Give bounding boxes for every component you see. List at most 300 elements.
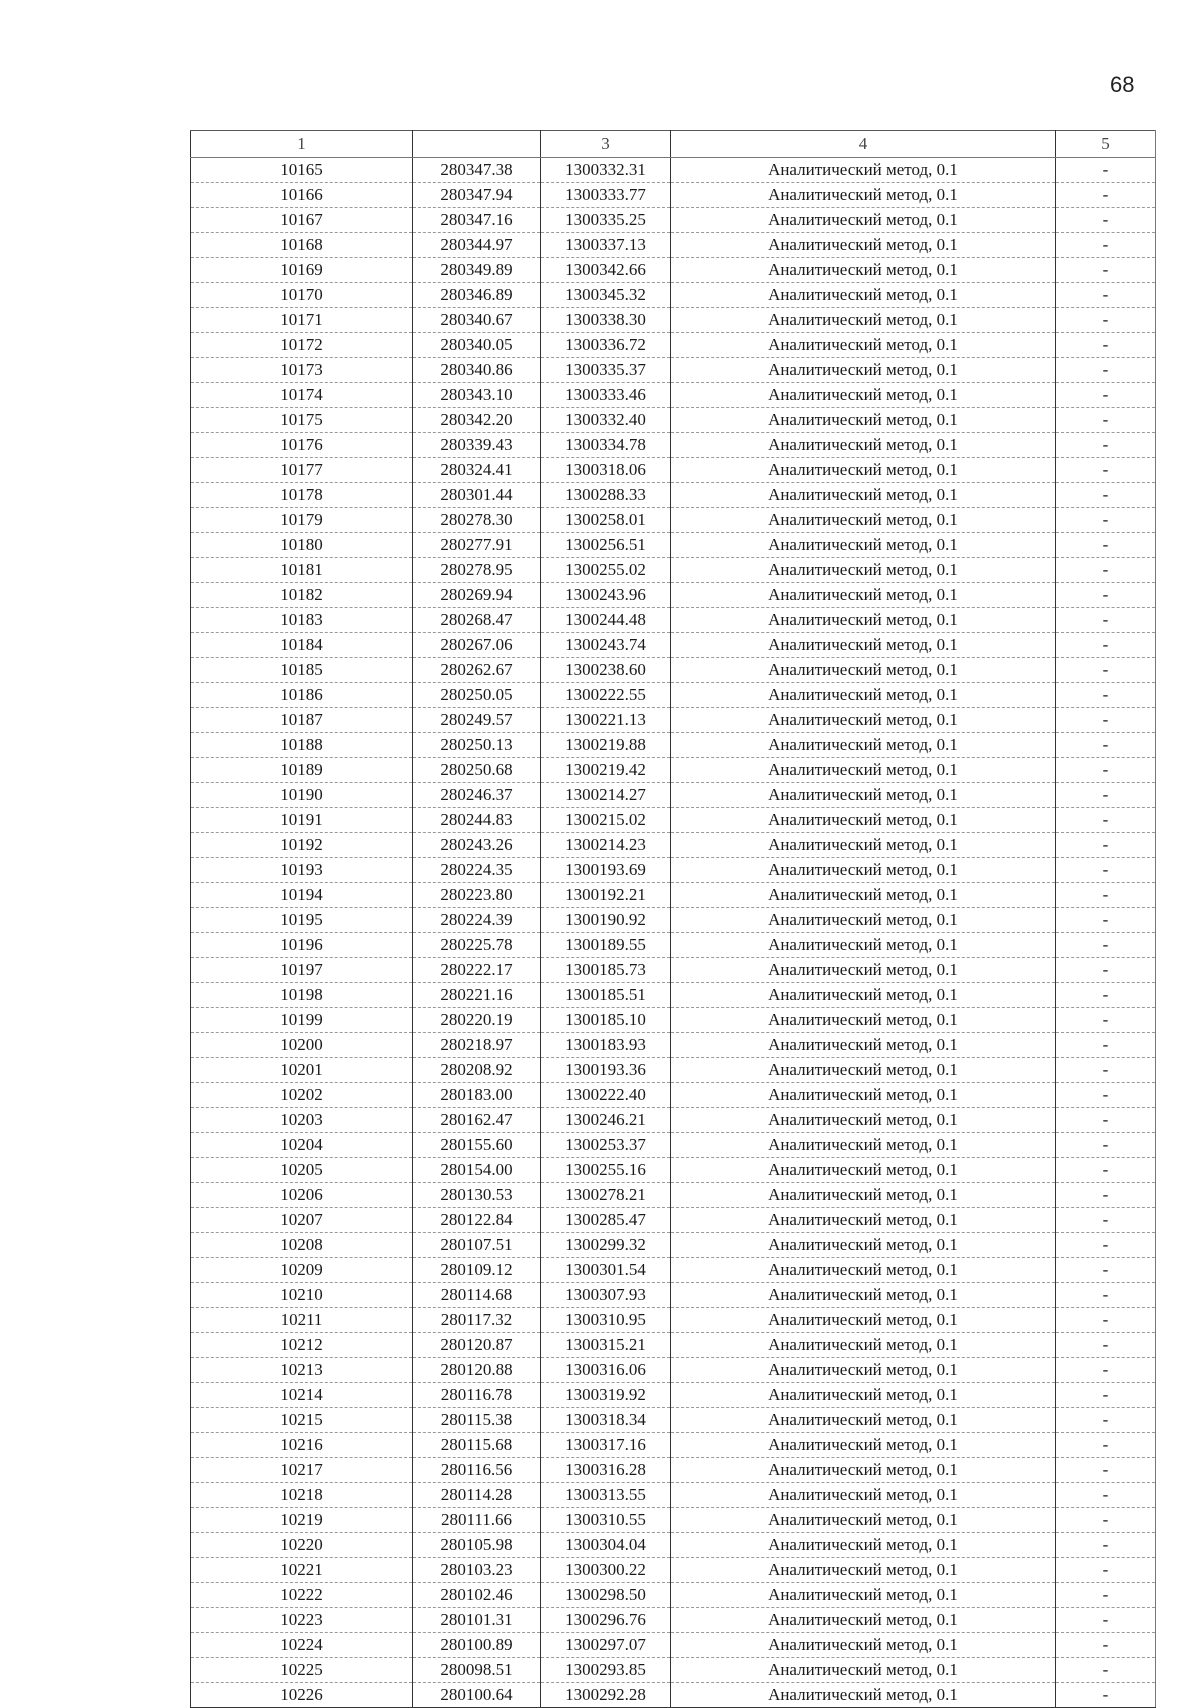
- point-number-cell: 10189: [191, 758, 413, 783]
- dash-cell: -: [1056, 658, 1156, 683]
- dash-cell: -: [1056, 1583, 1156, 1608]
- y-coordinate-cell: 1300244.48: [541, 608, 671, 633]
- x-coordinate-cell: 280347.16: [413, 208, 541, 233]
- dash-cell: -: [1056, 333, 1156, 358]
- table-row: [191, 1308, 1156, 1333]
- table-row: [191, 1108, 1156, 1133]
- method-cell: Аналитический метод, 0.1: [671, 208, 1056, 233]
- point-number-cell: 10183: [191, 608, 413, 633]
- dash-cell: -: [1056, 233, 1156, 258]
- x-coordinate-cell: 280162.47: [413, 1108, 541, 1133]
- y-coordinate-cell: 1300192.21: [541, 883, 671, 908]
- point-number-cell: 10169: [191, 258, 413, 283]
- dash-cell: -: [1056, 1608, 1156, 1633]
- point-number-cell: 10193: [191, 858, 413, 883]
- table-row: [191, 1508, 1156, 1533]
- point-number-cell: 10191: [191, 808, 413, 833]
- header-col-4: 4: [671, 131, 1056, 158]
- table-row: [191, 1433, 1156, 1458]
- y-coordinate-cell: 1300333.46: [541, 383, 671, 408]
- x-coordinate-cell: 280268.47: [413, 608, 541, 633]
- method-cell: Аналитический метод, 0.1: [671, 1158, 1056, 1183]
- x-coordinate-cell: 280344.97: [413, 233, 541, 258]
- table-row: [191, 1208, 1156, 1233]
- table-row: [191, 258, 1156, 283]
- method-cell: Аналитический метод, 0.1: [671, 308, 1056, 333]
- y-coordinate-cell: 1300332.31: [541, 158, 671, 183]
- y-coordinate-cell: 1300222.55: [541, 683, 671, 708]
- table-row: [191, 333, 1156, 358]
- method-cell: Аналитический метод, 0.1: [671, 758, 1056, 783]
- point-number-cell: 10195: [191, 908, 413, 933]
- table-row: [191, 458, 1156, 483]
- point-number-cell: 10199: [191, 1008, 413, 1033]
- table-body: [191, 158, 1156, 1708]
- x-coordinate-cell: 280103.23: [413, 1558, 541, 1583]
- point-number-cell: 10176: [191, 433, 413, 458]
- y-coordinate-cell: 1300310.55: [541, 1508, 671, 1533]
- method-cell: Аналитический метод, 0.1: [671, 1033, 1056, 1058]
- y-coordinate-cell: 1300215.02: [541, 808, 671, 833]
- y-coordinate-cell: 1300304.04: [541, 1533, 671, 1558]
- y-coordinate-cell: 1300278.21: [541, 1183, 671, 1208]
- y-coordinate-cell: 1300335.37: [541, 358, 671, 383]
- x-coordinate-cell: 280114.68: [413, 1283, 541, 1308]
- point-number-cell: 10214: [191, 1383, 413, 1408]
- dash-cell: -: [1056, 1658, 1156, 1683]
- dash-cell: -: [1056, 1233, 1156, 1258]
- method-cell: Аналитический метод, 0.1: [671, 933, 1056, 958]
- x-coordinate-cell: 280269.94: [413, 583, 541, 608]
- dash-cell: -: [1056, 1208, 1156, 1233]
- method-cell: Аналитический метод, 0.1: [671, 783, 1056, 808]
- point-number-cell: 10180: [191, 533, 413, 558]
- point-number-cell: 10211: [191, 1308, 413, 1333]
- y-coordinate-cell: 1300298.50: [541, 1583, 671, 1608]
- x-coordinate-cell: 280246.37: [413, 783, 541, 808]
- point-number-cell: 10202: [191, 1083, 413, 1108]
- table-row: [191, 233, 1156, 258]
- y-coordinate-cell: 1300345.32: [541, 283, 671, 308]
- x-coordinate-cell: 280225.78: [413, 933, 541, 958]
- x-coordinate-cell: 280340.67: [413, 308, 541, 333]
- point-number-cell: 10218: [191, 1483, 413, 1508]
- y-coordinate-cell: 1300238.60: [541, 658, 671, 683]
- table-row: [191, 783, 1156, 808]
- point-number-cell: 10174: [191, 383, 413, 408]
- x-coordinate-cell: 280102.46: [413, 1583, 541, 1608]
- method-cell: Аналитический метод, 0.1: [671, 1233, 1056, 1258]
- method-cell: Аналитический метод, 0.1: [671, 908, 1056, 933]
- table-row: [191, 1633, 1156, 1658]
- table-row: [191, 1083, 1156, 1108]
- point-number-cell: 10223: [191, 1608, 413, 1633]
- point-number-cell: 10181: [191, 558, 413, 583]
- point-number-cell: 10170: [191, 283, 413, 308]
- method-cell: Аналитический метод, 0.1: [671, 383, 1056, 408]
- y-coordinate-cell: 1300297.07: [541, 1633, 671, 1658]
- table-row: [191, 708, 1156, 733]
- dash-cell: -: [1056, 1483, 1156, 1508]
- y-coordinate-cell: 1300336.72: [541, 333, 671, 358]
- header-col-2: [413, 131, 541, 158]
- point-number-cell: 10201: [191, 1058, 413, 1083]
- method-cell: Аналитический метод, 0.1: [671, 833, 1056, 858]
- dash-cell: -: [1056, 1383, 1156, 1408]
- table-row: [191, 658, 1156, 683]
- point-number-cell: 10209: [191, 1258, 413, 1283]
- x-coordinate-cell: 280208.92: [413, 1058, 541, 1083]
- x-coordinate-cell: 280250.68: [413, 758, 541, 783]
- method-cell: Аналитический метод, 0.1: [671, 1258, 1056, 1283]
- x-coordinate-cell: 280100.64: [413, 1683, 541, 1708]
- x-coordinate-cell: 280324.41: [413, 458, 541, 483]
- method-cell: Аналитический метод, 0.1: [671, 1583, 1056, 1608]
- dash-cell: -: [1056, 858, 1156, 883]
- y-coordinate-cell: 1300190.92: [541, 908, 671, 933]
- y-coordinate-cell: 1300258.01: [541, 508, 671, 533]
- dash-cell: -: [1056, 1058, 1156, 1083]
- y-coordinate-cell: 1300255.16: [541, 1158, 671, 1183]
- table-row: [191, 583, 1156, 608]
- table-row: [191, 158, 1156, 183]
- method-cell: Аналитический метод, 0.1: [671, 1633, 1056, 1658]
- dash-cell: -: [1056, 933, 1156, 958]
- x-coordinate-cell: 280277.91: [413, 533, 541, 558]
- header-col-3: 3: [541, 131, 671, 158]
- method-cell: Аналитический метод, 0.1: [671, 1458, 1056, 1483]
- y-coordinate-cell: 1300256.51: [541, 533, 671, 558]
- table-row: [191, 433, 1156, 458]
- table-row: [191, 1158, 1156, 1183]
- point-number-cell: 10220: [191, 1533, 413, 1558]
- dash-cell: -: [1056, 908, 1156, 933]
- point-number-cell: 10173: [191, 358, 413, 383]
- dash-cell: -: [1056, 983, 1156, 1008]
- dash-cell: -: [1056, 733, 1156, 758]
- x-coordinate-cell: 280116.56: [413, 1458, 541, 1483]
- x-coordinate-cell: 280109.12: [413, 1258, 541, 1283]
- dash-cell: -: [1056, 883, 1156, 908]
- y-coordinate-cell: 1300222.40: [541, 1083, 671, 1108]
- dash-cell: -: [1056, 1258, 1156, 1283]
- dash-cell: -: [1056, 1083, 1156, 1108]
- dash-cell: -: [1056, 533, 1156, 558]
- method-cell: Аналитический метод, 0.1: [671, 708, 1056, 733]
- x-coordinate-cell: 280301.44: [413, 483, 541, 508]
- dash-cell: -: [1056, 1333, 1156, 1358]
- table-row: [191, 1333, 1156, 1358]
- method-cell: Аналитический метод, 0.1: [671, 1483, 1056, 1508]
- dash-cell: -: [1056, 1408, 1156, 1433]
- x-coordinate-cell: 280278.30: [413, 508, 541, 533]
- dash-cell: -: [1056, 1133, 1156, 1158]
- y-coordinate-cell: 1300293.85: [541, 1658, 671, 1683]
- point-number-cell: 10204: [191, 1133, 413, 1158]
- method-cell: Аналитический метод, 0.1: [671, 1508, 1056, 1533]
- x-coordinate-cell: 280122.84: [413, 1208, 541, 1233]
- header-col-1: 1: [191, 131, 413, 158]
- method-cell: Аналитический метод, 0.1: [671, 533, 1056, 558]
- y-coordinate-cell: 1300246.21: [541, 1108, 671, 1133]
- table-row: [191, 1233, 1156, 1258]
- x-coordinate-cell: 280349.89: [413, 258, 541, 283]
- dash-cell: -: [1056, 433, 1156, 458]
- table-row: [191, 283, 1156, 308]
- x-coordinate-cell: 280130.53: [413, 1183, 541, 1208]
- method-cell: Аналитический метод, 0.1: [671, 1308, 1056, 1333]
- y-coordinate-cell: 1300185.73: [541, 958, 671, 983]
- y-coordinate-cell: 1300255.02: [541, 558, 671, 583]
- x-coordinate-cell: 280120.88: [413, 1358, 541, 1383]
- point-number-cell: 10186: [191, 683, 413, 708]
- point-number-cell: 10216: [191, 1433, 413, 1458]
- method-cell: Аналитический метод, 0.1: [671, 433, 1056, 458]
- x-coordinate-cell: 280115.38: [413, 1408, 541, 1433]
- method-cell: Аналитический метод, 0.1: [671, 983, 1056, 1008]
- table-row: [191, 1483, 1156, 1508]
- dash-cell: -: [1056, 558, 1156, 583]
- table-row: [191, 908, 1156, 933]
- x-coordinate-cell: 280220.19: [413, 1008, 541, 1033]
- table-row: [191, 358, 1156, 383]
- dash-cell: -: [1056, 1308, 1156, 1333]
- x-coordinate-cell: 280347.94: [413, 183, 541, 208]
- point-number-cell: 10196: [191, 933, 413, 958]
- y-coordinate-cell: 1300193.69: [541, 858, 671, 883]
- method-cell: Аналитический метод, 0.1: [671, 1408, 1056, 1433]
- table-row: [191, 933, 1156, 958]
- table-row: [191, 983, 1156, 1008]
- x-coordinate-cell: 280111.66: [413, 1508, 541, 1533]
- y-coordinate-cell: 1300219.42: [541, 758, 671, 783]
- x-coordinate-cell: 280339.43: [413, 433, 541, 458]
- x-coordinate-cell: 280221.16: [413, 983, 541, 1008]
- method-cell: Аналитический метод, 0.1: [671, 158, 1056, 183]
- y-coordinate-cell: 1300285.47: [541, 1208, 671, 1233]
- y-coordinate-cell: 1300334.78: [541, 433, 671, 458]
- method-cell: Аналитический метод, 0.1: [671, 808, 1056, 833]
- y-coordinate-cell: 1300337.13: [541, 233, 671, 258]
- method-cell: Аналитический метод, 0.1: [671, 733, 1056, 758]
- x-coordinate-cell: 280183.00: [413, 1083, 541, 1108]
- point-number-cell: 10178: [191, 483, 413, 508]
- table-row: [191, 883, 1156, 908]
- table-row: [191, 483, 1156, 508]
- table-row: [191, 208, 1156, 233]
- method-cell: Аналитический метод, 0.1: [671, 1608, 1056, 1633]
- point-number-cell: 10221: [191, 1558, 413, 1583]
- method-cell: Аналитический метод, 0.1: [671, 1383, 1056, 1408]
- point-number-cell: 10225: [191, 1658, 413, 1683]
- x-coordinate-cell: 280222.17: [413, 958, 541, 983]
- point-number-cell: 10212: [191, 1333, 413, 1358]
- table-row: [191, 1458, 1156, 1483]
- point-number-cell: 10166: [191, 183, 413, 208]
- method-cell: Аналитический метод, 0.1: [671, 1533, 1056, 1558]
- x-coordinate-cell: 280100.89: [413, 1633, 541, 1658]
- point-number-cell: 10217: [191, 1458, 413, 1483]
- dash-cell: -: [1056, 1358, 1156, 1383]
- dash-cell: -: [1056, 1633, 1156, 1658]
- dash-cell: -: [1056, 1183, 1156, 1208]
- y-coordinate-cell: 1300292.28: [541, 1683, 671, 1708]
- y-coordinate-cell: 1300318.06: [541, 458, 671, 483]
- table-row: [191, 1033, 1156, 1058]
- x-coordinate-cell: 280262.67: [413, 658, 541, 683]
- table-row: [191, 608, 1156, 633]
- x-coordinate-cell: 280267.06: [413, 633, 541, 658]
- table-row: [191, 1558, 1156, 1583]
- method-cell: Аналитический метод, 0.1: [671, 558, 1056, 583]
- point-number-cell: 10175: [191, 408, 413, 433]
- point-number-cell: 10224: [191, 1633, 413, 1658]
- method-cell: Аналитический метод, 0.1: [671, 333, 1056, 358]
- table-row: [191, 1058, 1156, 1083]
- dash-cell: -: [1056, 258, 1156, 283]
- x-coordinate-cell: 280218.97: [413, 1033, 541, 1058]
- x-coordinate-cell: 280114.28: [413, 1483, 541, 1508]
- table-row: [191, 383, 1156, 408]
- x-coordinate-cell: 280343.10: [413, 383, 541, 408]
- table-row: [191, 683, 1156, 708]
- method-cell: Аналитический метод, 0.1: [671, 1058, 1056, 1083]
- method-cell: Аналитический метод, 0.1: [671, 1333, 1056, 1358]
- x-coordinate-cell: 280346.89: [413, 283, 541, 308]
- point-number-cell: 10167: [191, 208, 413, 233]
- y-coordinate-cell: 1300299.32: [541, 1233, 671, 1258]
- x-coordinate-cell: 280340.86: [413, 358, 541, 383]
- dash-cell: -: [1056, 1508, 1156, 1533]
- method-cell: Аналитический метод, 0.1: [671, 1283, 1056, 1308]
- method-cell: Аналитический метод, 0.1: [671, 1083, 1056, 1108]
- table-row: [191, 408, 1156, 433]
- y-coordinate-cell: 1300214.27: [541, 783, 671, 808]
- x-coordinate-cell: 280098.51: [413, 1658, 541, 1683]
- point-number-cell: 10219: [191, 1508, 413, 1533]
- dash-cell: -: [1056, 633, 1156, 658]
- method-cell: Аналитический метод, 0.1: [671, 358, 1056, 383]
- method-cell: Аналитический метод, 0.1: [671, 1358, 1056, 1383]
- dash-cell: -: [1056, 158, 1156, 183]
- point-number-cell: 10210: [191, 1283, 413, 1308]
- dash-cell: -: [1056, 758, 1156, 783]
- table-row: [191, 1283, 1156, 1308]
- method-cell: Аналитический метод, 0.1: [671, 483, 1056, 508]
- method-cell: Аналитический метод, 0.1: [671, 883, 1056, 908]
- table-row: [191, 508, 1156, 533]
- point-number-cell: 10205: [191, 1158, 413, 1183]
- point-number-cell: 10182: [191, 583, 413, 608]
- table-row: [191, 1583, 1156, 1608]
- dash-cell: -: [1056, 358, 1156, 383]
- dash-cell: -: [1056, 208, 1156, 233]
- method-cell: Аналитический метод, 0.1: [671, 458, 1056, 483]
- method-cell: Аналитический метод, 0.1: [671, 958, 1056, 983]
- y-coordinate-cell: 1300185.10: [541, 1008, 671, 1033]
- dash-cell: -: [1056, 1533, 1156, 1558]
- method-cell: Аналитический метод, 0.1: [671, 583, 1056, 608]
- x-coordinate-cell: 280101.31: [413, 1608, 541, 1633]
- table-row: [191, 833, 1156, 858]
- dash-cell: -: [1056, 483, 1156, 508]
- point-number-cell: 10226: [191, 1683, 413, 1708]
- y-coordinate-cell: 1300318.34: [541, 1408, 671, 1433]
- y-coordinate-cell: 1300316.28: [541, 1458, 671, 1483]
- dash-cell: -: [1056, 383, 1156, 408]
- dash-cell: -: [1056, 458, 1156, 483]
- dash-cell: -: [1056, 608, 1156, 633]
- dash-cell: -: [1056, 1458, 1156, 1483]
- table-row: [191, 1258, 1156, 1283]
- dash-cell: -: [1056, 1108, 1156, 1133]
- point-number-cell: 10185: [191, 658, 413, 683]
- dash-cell: -: [1056, 708, 1156, 733]
- dash-cell: -: [1056, 833, 1156, 858]
- y-coordinate-cell: 1300243.74: [541, 633, 671, 658]
- table-row: [191, 1683, 1156, 1708]
- method-cell: Аналитический метод, 0.1: [671, 283, 1056, 308]
- dash-cell: -: [1056, 508, 1156, 533]
- point-number-cell: 10213: [191, 1358, 413, 1383]
- point-number-cell: 10171: [191, 308, 413, 333]
- table-row: [191, 633, 1156, 658]
- dash-cell: -: [1056, 1433, 1156, 1458]
- y-coordinate-cell: 1300316.06: [541, 1358, 671, 1383]
- method-cell: Аналитический метод, 0.1: [671, 1133, 1056, 1158]
- y-coordinate-cell: 1300214.23: [541, 833, 671, 858]
- x-coordinate-cell: 280249.57: [413, 708, 541, 733]
- method-cell: Аналитический метод, 0.1: [671, 1658, 1056, 1683]
- method-cell: Аналитический метод, 0.1: [671, 633, 1056, 658]
- table-row: [191, 1133, 1156, 1158]
- dash-cell: -: [1056, 808, 1156, 833]
- y-coordinate-cell: 1300296.76: [541, 1608, 671, 1633]
- point-number-cell: 10187: [191, 708, 413, 733]
- point-number-cell: 10208: [191, 1233, 413, 1258]
- method-cell: Аналитический метод, 0.1: [671, 508, 1056, 533]
- y-coordinate-cell: 1300315.21: [541, 1333, 671, 1358]
- y-coordinate-cell: 1300317.16: [541, 1433, 671, 1458]
- x-coordinate-cell: 280347.38: [413, 158, 541, 183]
- point-number-cell: 10177: [191, 458, 413, 483]
- dash-cell: -: [1056, 583, 1156, 608]
- y-coordinate-cell: 1300301.54: [541, 1258, 671, 1283]
- table-row: [191, 183, 1156, 208]
- method-cell: Аналитический метод, 0.1: [671, 233, 1056, 258]
- y-coordinate-cell: 1300342.66: [541, 258, 671, 283]
- method-cell: Аналитический метод, 0.1: [671, 683, 1056, 708]
- x-coordinate-cell: 280243.26: [413, 833, 541, 858]
- dash-cell: -: [1056, 308, 1156, 333]
- dash-cell: -: [1056, 783, 1156, 808]
- y-coordinate-cell: 1300332.40: [541, 408, 671, 433]
- y-coordinate-cell: 1300253.37: [541, 1133, 671, 1158]
- point-number-cell: 10165: [191, 158, 413, 183]
- method-cell: Аналитический метод, 0.1: [671, 183, 1056, 208]
- y-coordinate-cell: 1300310.95: [541, 1308, 671, 1333]
- method-cell: Аналитический метод, 0.1: [671, 1683, 1056, 1708]
- y-coordinate-cell: 1300307.93: [541, 1283, 671, 1308]
- x-coordinate-cell: 280224.39: [413, 908, 541, 933]
- table-row: [191, 1358, 1156, 1383]
- dash-cell: -: [1056, 1283, 1156, 1308]
- method-cell: Аналитический метод, 0.1: [671, 408, 1056, 433]
- method-cell: Аналитический метод, 0.1: [671, 1558, 1056, 1583]
- table-row: [191, 533, 1156, 558]
- x-coordinate-cell: 280223.80: [413, 883, 541, 908]
- point-number-cell: 10188: [191, 733, 413, 758]
